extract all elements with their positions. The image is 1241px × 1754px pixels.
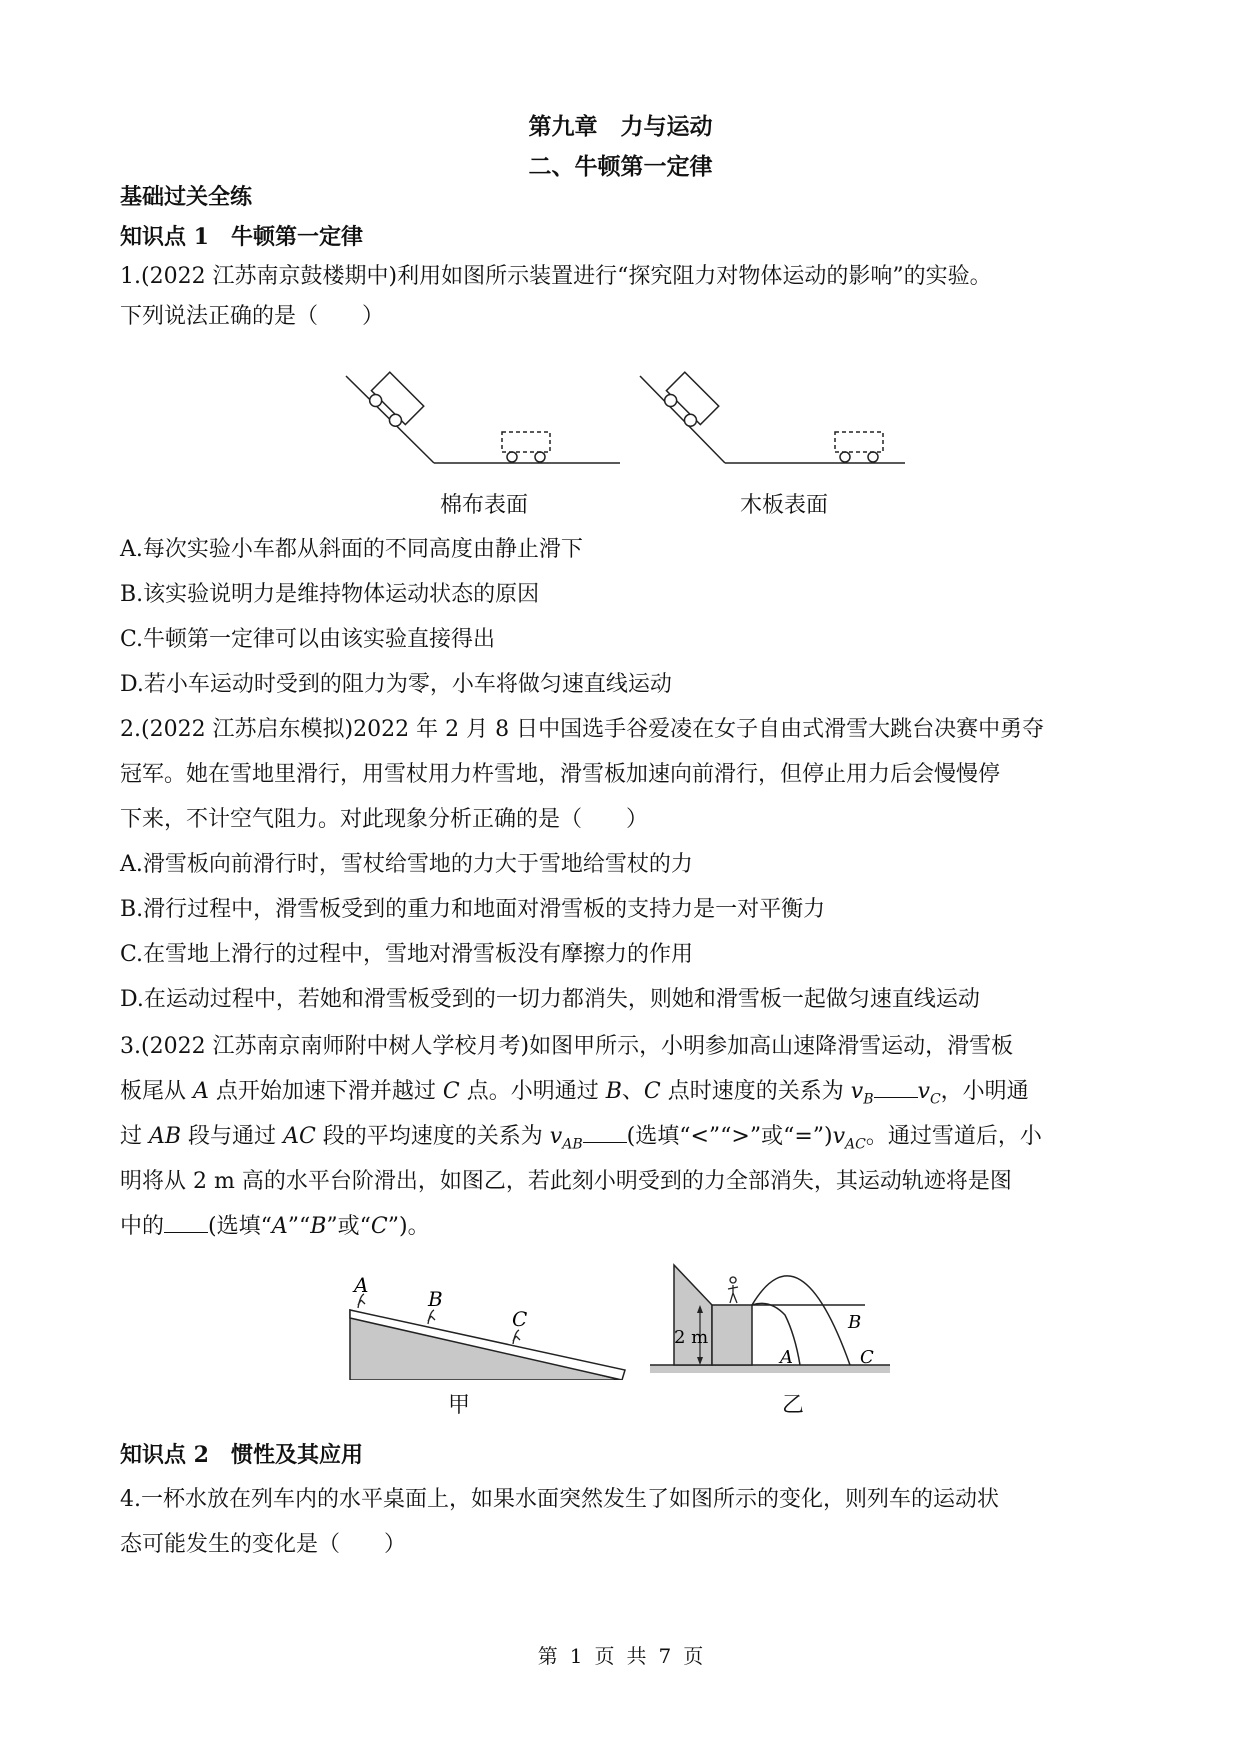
q3-figure-yi	[650, 1255, 900, 1385]
q4-stem-line1: 4.一杯水放在列车内的水平桌面上，如果水面突然发生了如图所示的变化，则列车的运动状	[120, 1487, 999, 1512]
q3-stem-line1: 3.(2022 江苏南京南师附中树人学校月考)如图甲所示，小明参加高山速降滑雪运动，滑雪板	[120, 1034, 1014, 1059]
q2-option-c: C.在雪地上滑行的过程中，雪地对滑雪板没有摩擦力的作用	[120, 942, 694, 967]
q3-stem-line3: 过 AB 段与通过 AC 段的平均速度的关系为 $v_{AB}$ (选填“<”“>”或“$=”)v_{AC}$。通过雪道后，小	[120, 1124, 1042, 1153]
q3-stem-line5: 中的 (选填“A”“B”或“C”)。	[120, 1214, 430, 1239]
blank-3[interactable]	[164, 1212, 208, 1233]
jia-label-b: B	[428, 1287, 443, 1311]
q2-option-b: B.滑行过程中，滑雪板受到的重力和地面对滑雪板的支持力是一对平衡力	[120, 897, 826, 922]
q3-figure-jia	[340, 1270, 630, 1380]
q1-caption-cotton: 棉布表面	[440, 493, 529, 518]
q2-stem-line1: 2.(2022 江苏启东模拟)2022 年 2 月 8 日中国选手谷爱凌在女子自由式滑雪大跳台决赛中勇夺	[120, 717, 1045, 742]
cotton-ramp	[346, 372, 620, 463]
q2-stem-line3: 下来，不计空气阻力。对此现象分析正确的是（ ）	[120, 807, 649, 832]
blank-2[interactable]	[583, 1122, 627, 1143]
q1-caption-wood: 木板表面	[740, 493, 829, 518]
yi-label-b: B	[848, 1312, 862, 1333]
practice-heading: 基础过关全练	[120, 184, 253, 210]
q3-stem-line4: 明将从 2 m 高的水平台阶滑出，如图乙，若此刻小明受到的力全部消失，其运动轨迹将是图	[120, 1169, 1012, 1194]
section-title: 二、牛顿第一定律	[528, 153, 713, 180]
page-number: 1	[569, 1644, 583, 1668]
yi-label-height: 2 m	[674, 1327, 709, 1348]
q1-figure	[340, 360, 910, 485]
knowledge-point-2: 知识点 2 惯性及其应用	[120, 1442, 363, 1468]
blank-1[interactable]	[874, 1077, 918, 1098]
jia-label-c: C	[512, 1307, 528, 1331]
q1-option-a: A.每次实验小车都从斜面的不同高度由静止滑下	[120, 537, 583, 562]
yi-label-c: C	[860, 1347, 874, 1368]
q1-stem-line1: 1.(2022 江苏南京鼓楼期中)利用如图所示装置进行“探究阻力对物体运动的影响”的实验。	[120, 264, 992, 289]
q1-stem-line2: 下列说法正确的是（ ）	[120, 304, 385, 329]
q4-stem-line2: 态可能发生的变化是（ ）	[120, 1532, 407, 1557]
q1-option-d: D.若小车运动时受到的阻力为零，小车将做匀速直线运动	[120, 672, 672, 697]
q3-stem-line2: 板尾从 A 点开始加速下滑并越过 C 点。小明通过 B、C 点时速度的关系为 $v_B$ $v_C$，小明通	[120, 1079, 1029, 1108]
jia-label-a: A	[354, 1273, 369, 1297]
q2-stem-line2: 冠军。她在雪地里滑行，用雪杖用力杵雪地，滑雪板加速向前滑行，但停止用力后会慢慢停	[120, 762, 1001, 787]
wood-ramp	[640, 372, 905, 463]
q3-caption-jia: 甲	[448, 1393, 471, 1418]
q1-option-b: B.该实验说明力是维持物体运动状态的原因	[120, 582, 540, 607]
chapter-title: 第九章 力与运动	[528, 113, 713, 140]
knowledge-point-1: 知识点 1 牛顿第一定律	[120, 224, 363, 250]
q3-caption-yi: 乙	[782, 1393, 805, 1418]
q2-option-d: D.在运动过程中，若她和滑雪板受到的一切力都消失，则她和滑雪板一起做匀速直线运动	[120, 987, 980, 1012]
q1-option-c: C.牛顿第一定律可以由该实验直接得出	[120, 627, 496, 652]
q2-option-a: A.滑雪板向前滑行时，雪杖给雪地的力大于雪地给雪杖的力	[120, 852, 693, 877]
page-total: 7	[658, 1644, 672, 1668]
page-footer: 第 1 页 共 7 页	[537, 1644, 704, 1668]
yi-label-a: A	[780, 1347, 793, 1368]
